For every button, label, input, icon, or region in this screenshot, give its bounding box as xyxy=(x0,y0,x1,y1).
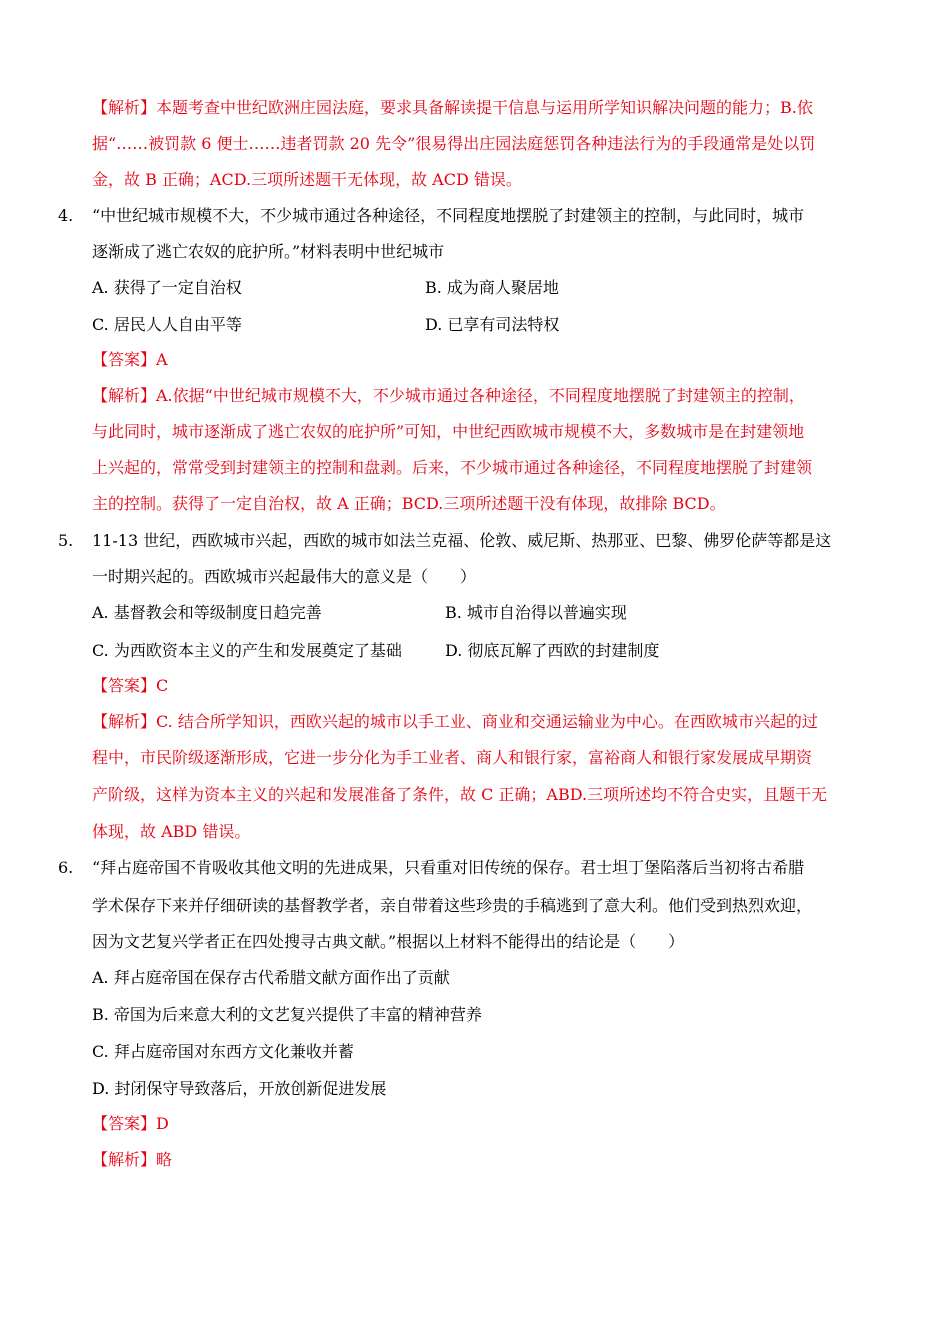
q4-analysis-line-4: 主的控制。获得了一定自治权，故 A 正确；BCD.三项所述题干没有体现，故排除 BCD。 xyxy=(92,494,726,513)
q5-analysis-line-4: 体现，故 ABD 错误。 xyxy=(92,822,251,841)
q4-answer: 【答案】A xyxy=(92,350,168,369)
q3-analysis-line-1: 【解析】本题考查中世纪欧洲庄园法庭，要求具备解读提干信息与运用所学知识解决问题的能力；B.依 xyxy=(92,98,813,117)
q5-analysis-line-3: 产阶级，这样为资本主义的兴起和发展准备了条件，故 C 正确；ABD.三项所述均不符合史实，且题干无 xyxy=(92,785,828,804)
q3-analysis-line-2: 据“……被罚款 6 便士……违者罚款 20 先令”很易得出庄园法庭惩罚各种违法行为的手段通常是处以罚 xyxy=(92,134,816,153)
q3-analysis-line-3: 金，故 B 正确；ACD.三项所述题干无体现，故 ACD 错误。 xyxy=(92,170,522,189)
q4-analysis-line-2: 与此同时，城市逐渐成了逃亡农奴的庇护所”可知，中世纪西欧城市规模不大，多数城市是在封建领地 xyxy=(92,422,805,441)
q5-answer: 【答案】C xyxy=(92,676,169,695)
q6-stem-line-1: “拜占庭帝国不肯吸收其他文明的先进成果，只看重对旧传统的保存。君士坦丁堡陷落后当初将古希腊 xyxy=(92,858,805,877)
q5-analysis-line-2: 程中，市民阶级逐渐形成，它进一步分化为手工业者、商人和银行家，富裕商人和银行家发展成早期资 xyxy=(92,748,813,767)
q5-option-c: C. 为西欧资本主义的产生和发展奠定了基础 xyxy=(92,641,402,660)
q5-option-a: A. 基督教会和等级制度日趋完善 xyxy=(92,603,322,622)
q6-answer: 【答案】D xyxy=(92,1114,169,1133)
q6-option-b: B. 帝国为后来意大利的文艺复兴提供了丰富的精神营养 xyxy=(92,1005,482,1024)
q6-number: 6. xyxy=(58,858,74,877)
q4-number: 4. xyxy=(58,206,74,225)
q4-analysis-line-3: 上兴起的，常常受到封建领主的控制和盘剥。后来，不少城市通过各种途径，不同程度地摆脱了封建领 xyxy=(92,458,813,477)
q6-stem-line-2: 学术保存下来并仔细研读的基督教学者，亲自带着这些珍贵的手稿逃到了意大利。他们受到热烈欢迎， xyxy=(92,896,813,915)
q4-option-d: D. 已享有司法特权 xyxy=(425,315,560,334)
q4-stem-line-2: 逐渐成了逃亡农奴的庇护所。”材料表明中世纪城市 xyxy=(92,242,445,261)
q5-stem-line-2: 一时期兴起的。西欧城市兴起最伟大的意义是（ ） xyxy=(92,567,477,586)
q4-stem-line-1: “中世纪城市规模不大，不少城市通过各种途径，不同程度地摆脱了封建领主的控制，与此同时，城市 xyxy=(92,206,805,225)
q5-analysis-line-1: 【解析】C. 结合所学知识，西欧兴起的城市以手工业、商业和交通运输业为中心。在西欧城市兴起的过 xyxy=(92,712,818,731)
q6-option-a: A. 拜占庭帝国在保存古代希腊文献方面作出了贡献 xyxy=(92,968,450,987)
q5-option-d: D. 彻底瓦解了西欧的封建制度 xyxy=(445,641,660,660)
q5-number: 5. xyxy=(58,531,74,550)
q6-option-c: C. 拜占庭帝国对东西方文化兼收并蓄 xyxy=(92,1042,354,1061)
q4-option-c: C. 居民人人自由平等 xyxy=(92,315,242,334)
q4-option-b: B. 成为商人聚居地 xyxy=(425,278,559,297)
q4-option-a: A. 获得了一定自治权 xyxy=(92,278,242,297)
q6-stem-line-3: 因为文艺复兴学者正在四处搜寻古典文献。”根据以上材料不能得出的结论是（ ） xyxy=(92,932,685,951)
q6-option-d: D. 封闭保守导致落后，开放创新促进发展 xyxy=(92,1079,387,1098)
q4-analysis-line-1: 【解析】A.依据“中世纪城市规模不大，不少城市通过各种途径，不同程度地摆脱了封建领主的控制， xyxy=(92,386,805,405)
q5-stem-line-1: 11-13 世纪，西欧城市兴起，西欧的城市如法兰克福、伦敦、威尼斯、热那亚、巴黎、佛罗伦萨等都是这 xyxy=(92,531,832,550)
q6-analysis: 【解析】略 xyxy=(92,1150,173,1169)
q5-option-b: B. 城市自治得以普遍实现 xyxy=(445,603,627,622)
